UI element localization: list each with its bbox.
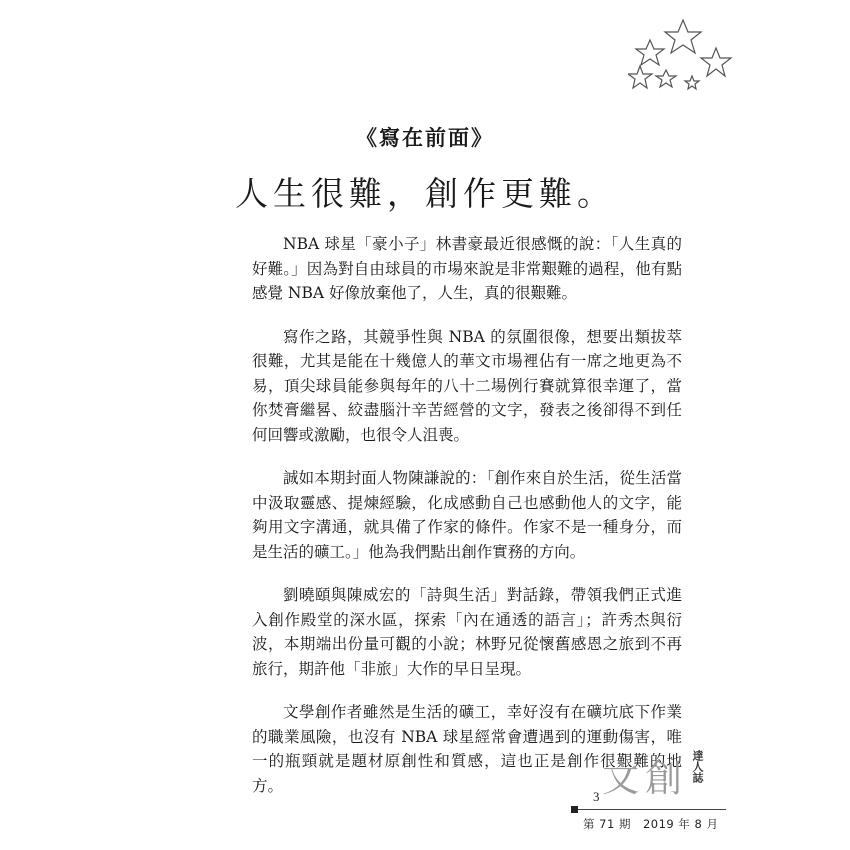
headline: 人生很難，創作更難。 xyxy=(235,174,615,213)
star-icon xyxy=(656,70,676,87)
article-body xyxy=(252,232,682,817)
star-icon xyxy=(685,76,699,89)
paragraph: 劉曉頤與陳威宏的「詩與生活」對話錄，帶領我們正式進入創作殿堂的深水區，探索「內在通透的語言」；許秀杰與衍波，本期端出份量可觀的小說；林野兄從懷舊感恩之旅到不再旅行，期許他「非旅」大作的早日呈現。 xyxy=(252,586,682,678)
brand-subtitle: 達人誌 xyxy=(691,750,704,783)
page-number: 3 xyxy=(593,789,600,804)
stars-decoration-icon xyxy=(628,18,738,98)
star-icon xyxy=(701,48,731,76)
magazine-brand xyxy=(602,748,722,808)
star-icon xyxy=(628,66,652,88)
paragraph: 文學創作者雖然是生活的礦工，幸好沒有在礦坑底下作業的職業風險，也沒有 NBA 球星經常會遭遇到的運動傷害，唯一的瓶頸就是題材原創性和質感，這也正是創作很艱難的地方。 xyxy=(252,703,682,795)
paragraph: NBA 球星「豪小子」林書豪最近很感慨的說：「人生真的好難。」因為對自由球員的市場來說是非常艱難的過程，他有點感覺 NBA 好像放棄他了，人生，真的很艱難。 xyxy=(252,235,682,302)
paragraph: 誠如本期封面人物陳謙說的：「創作來自於生活，從生活當中汲取靈感、提煉經驗，化成感動自己也感動他人的文字，能夠用文字溝通，就具備了作家的條件。作家不是一種身分，而是生活的礦工。」他為我們點出創作實務的方向。 xyxy=(252,469,682,561)
section-title: 《寫在前面》 xyxy=(356,125,494,150)
paragraph: 寫作之路，其競爭性與 NBA 的氛圍很像，想要出類拔萃很難，尤其是能在十幾億人的華文市場裡佔有一席之地更為不易，頂尖球員能參與每年的八十二場例行賽就算很幸運了，當你焚膏繼晷、絞盡腦汁辛苦經營的文字，發表之後卻得不到任何回響或激勵，也很令人沮喪。 xyxy=(252,327,682,444)
star-icon xyxy=(665,20,701,53)
brand-logo: 文創 xyxy=(602,757,688,800)
issue-footer: 第 71 期 2019 年 8 月 xyxy=(583,817,719,831)
star-icon xyxy=(636,40,664,65)
page-marker xyxy=(571,806,578,813)
footer-divider xyxy=(578,809,726,810)
